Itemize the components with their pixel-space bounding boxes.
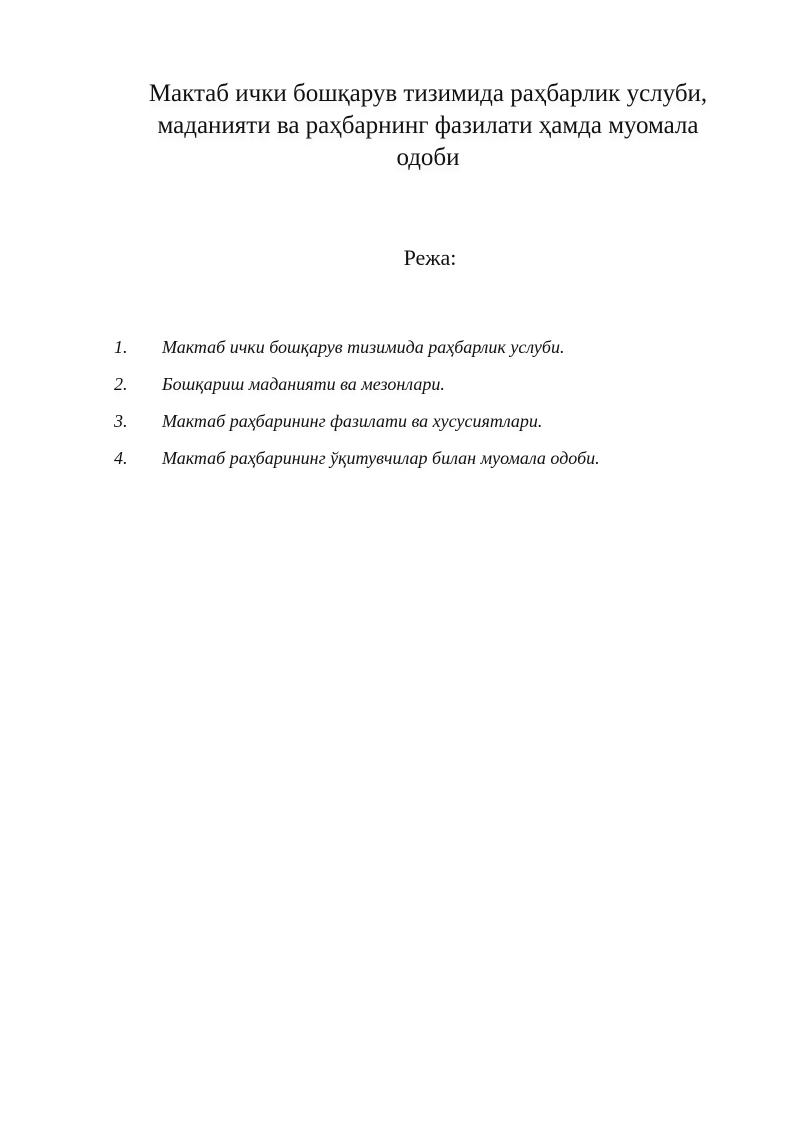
plan-item-number: 2.	[114, 374, 128, 394]
plan-list	[114, 334, 754, 482]
plan-item-number: 1.	[114, 337, 128, 357]
title-line: Мактаб ички бошқарув тизимида раҳбарлик услуби,	[148, 80, 708, 107]
plan-list-item	[114, 445, 754, 482]
plan-item-text: Мактаб ички бошқарув тизимида раҳбарлик услуби.	[162, 337, 565, 357]
plan-item-text: Мактаб раҳбарининг фазилати ва хусусиятлари.	[162, 411, 543, 431]
title-line: одоби	[396, 144, 460, 171]
plan-item-number: 3.	[114, 411, 128, 431]
plan-item-text: Бошқариш маданияти ва мезонлари.	[162, 374, 445, 394]
plan-item-text: Мактаб раҳбарининг ўқитувчилар билан муомала одоби.	[162, 448, 600, 468]
plan-heading: Режа:	[403, 245, 457, 270]
title-line: маданияти ва раҳбарнинг фазилати ҳамда муомала	[157, 112, 699, 139]
document-title	[118, 78, 738, 174]
plan-list-item	[114, 408, 754, 445]
plan-item-number: 4.	[114, 448, 128, 468]
plan-list-item	[114, 334, 754, 371]
plan-list-item	[114, 371, 754, 408]
